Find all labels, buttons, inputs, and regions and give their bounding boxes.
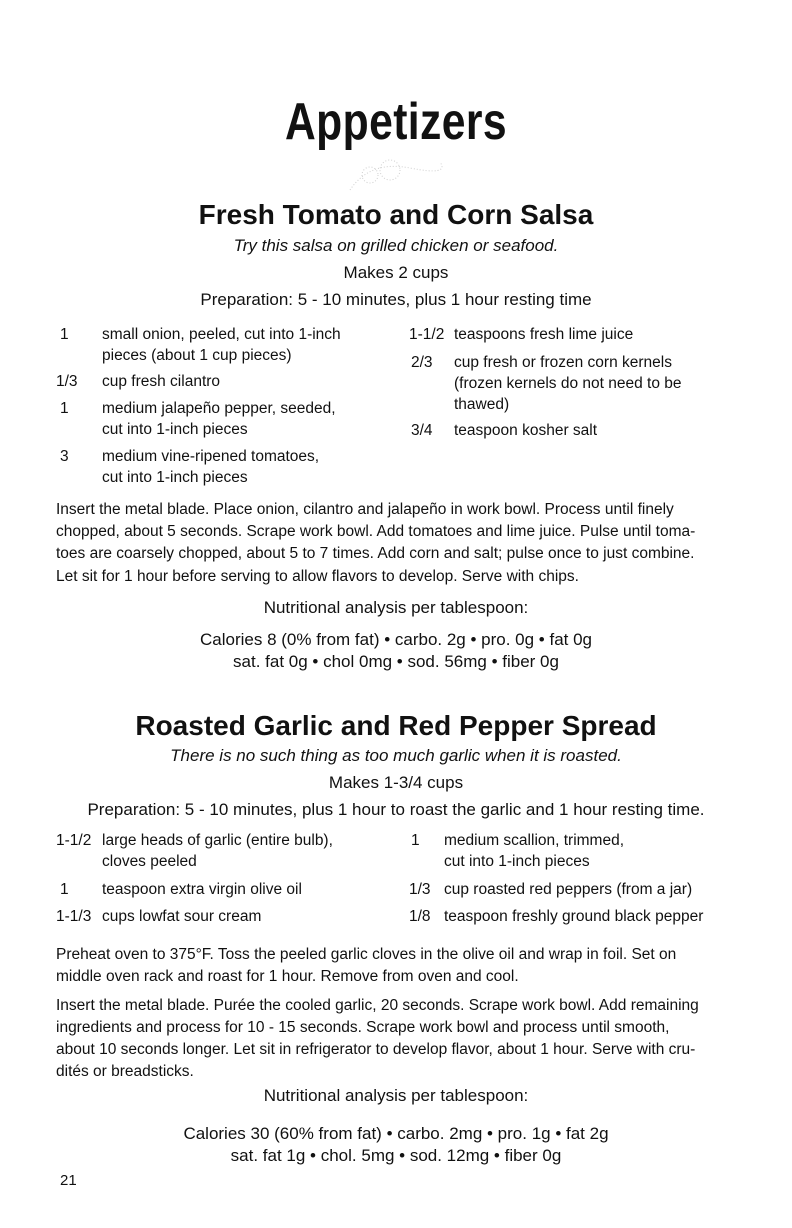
nutrition-heading: Nutritional analysis per tablespoon: — [263, 1086, 529, 1105]
instruction-line: middle oven rack and roast for 1 hour. Remove from oven and cool. — [56, 968, 519, 985]
instruction-line: Insert the metal blade. Place onion, cilantro and jalapeño in work bowl. Process until finely — [56, 501, 674, 518]
ingredient-text: teaspoon freshly ground black pepper — [444, 908, 704, 925]
ingredient-text: cloves peeled — [102, 853, 197, 870]
ingredient-qty: 3/4 — [411, 422, 433, 439]
ingredient-text: medium scallion, trimmed, — [444, 832, 625, 849]
ingredient-qty: 1-1/3 — [56, 908, 92, 925]
ingredient-qty: 1 — [60, 326, 69, 343]
ingredient-qty: 1 — [60, 400, 69, 417]
instruction-line: ingredients and process for 10 - 15 seconds. Scrape work bowl and process until smooth, — [56, 1019, 670, 1036]
ingredient-qty: 2/3 — [411, 354, 433, 371]
page-title: Appetizers — [284, 93, 508, 151]
recipe-preparation: Preparation: 5 - 10 minutes, plus 1 hour resting time — [200, 290, 592, 309]
ingredient-text: teaspoons fresh lime juice — [454, 326, 634, 343]
recipe-yield: Makes 1-3/4 cups — [328, 773, 464, 792]
ingredient-text: cup fresh cilantro — [102, 373, 221, 390]
ingredient-text: large heads of garlic (entire bulb), — [102, 832, 333, 849]
nutrition-line: Calories 8 (0% from fat) • carbo. 2g • pro. 0g • fat 0g — [199, 630, 593, 649]
nutrition-line: sat. fat 0g • chol 0mg • sod. 56mg • fiber 0g — [233, 652, 559, 671]
ingredient-qty: 3 — [60, 448, 69, 465]
ingredient-text: teaspoon extra virgin olive oil — [102, 881, 302, 898]
nutrition-heading: Nutritional analysis per tablespoon: — [263, 598, 529, 617]
recipe-title: Roasted Garlic and Red Pepper Spread — [135, 710, 657, 741]
decorative-watermark — [330, 150, 450, 200]
nutrition-line: sat. fat 1g • chol. 5mg • sod. 12mg • fiber 0g — [230, 1146, 562, 1165]
instruction-line: chopped, about 5 seconds. Scrape work bowl. Add tomatoes and lime juice. Pulse until toma- — [56, 523, 696, 540]
instruction-line: toes are coarsely chopped, about 5 to 7 times. Add corn and salt; pulse once to just combine. — [56, 545, 695, 562]
nutrition-line: Calories 30 (60% from fat) • carbo. 2mg • pro. 1g • fat 2g — [183, 1124, 609, 1143]
instruction-line: about 10 seconds longer. Let sit in refrigerator to develop flavor, about 1 hour. Serve with cru- — [56, 1041, 696, 1058]
recipe-preparation: Preparation: 5 - 10 minutes, plus 1 hour to roast the garlic and 1 hour resting time. — [87, 800, 705, 819]
ingredient-text: cups lowfat sour cream — [102, 908, 262, 925]
ingredient-text: cut into 1-inch pieces — [444, 853, 590, 870]
ingredient-text: thawed) — [454, 396, 510, 413]
instruction-line: Let sit for 1 hour before serving to allow flavors to develop. Serve with chips. — [56, 568, 579, 585]
ingredient-text: (frozen kernels do not need to be — [454, 375, 682, 392]
page-number: 21 — [60, 1172, 77, 1189]
ingredient-text: cut into 1-inch pieces — [102, 469, 248, 486]
ingredient-text: small onion, peeled, cut into 1-inch — [102, 326, 341, 343]
recipe-yield: Makes 2 cups — [343, 263, 449, 282]
recipe-title: Fresh Tomato and Corn Salsa — [198, 199, 594, 230]
ingredient-qty: 1-1/2 — [409, 326, 445, 343]
ingredient-text: cut into 1-inch pieces — [102, 421, 248, 438]
ingredient-qty: 1/3 — [56, 373, 78, 390]
ingredient-text: cup fresh or frozen corn kernels — [454, 354, 672, 371]
ingredient-text: medium jalapeño pepper, seeded, — [102, 400, 336, 417]
ingredient-qty: 1/8 — [409, 908, 431, 925]
instruction-line: Insert the metal blade. Purée the cooled garlic, 20 seconds. Scrape work bowl. Add remaining — [56, 997, 699, 1014]
ingredient-text: teaspoon kosher salt — [454, 422, 598, 439]
ingredient-text: medium vine-ripened tomatoes, — [102, 448, 320, 465]
instruction-line: Preheat oven to 375°F. Toss the peeled garlic cloves in the olive oil and wrap in foil. Set on — [56, 946, 677, 963]
ingredient-qty: 1 — [411, 832, 420, 849]
recipe-subtitle: There is no such thing as too much garlic when it is roasted. — [170, 746, 622, 765]
ingredient-text: cup roasted red peppers (from a jar) — [444, 881, 693, 898]
ingredient-qty: 1-1/2 — [56, 832, 92, 849]
ingredient-text: pieces (about 1 cup pieces) — [102, 347, 292, 364]
instruction-line: dités or breadsticks. — [56, 1063, 194, 1080]
ingredient-qty: 1/3 — [409, 881, 431, 898]
recipe-subtitle: Try this salsa on grilled chicken or seafood. — [233, 236, 559, 255]
ingredient-qty: 1 — [60, 881, 69, 898]
